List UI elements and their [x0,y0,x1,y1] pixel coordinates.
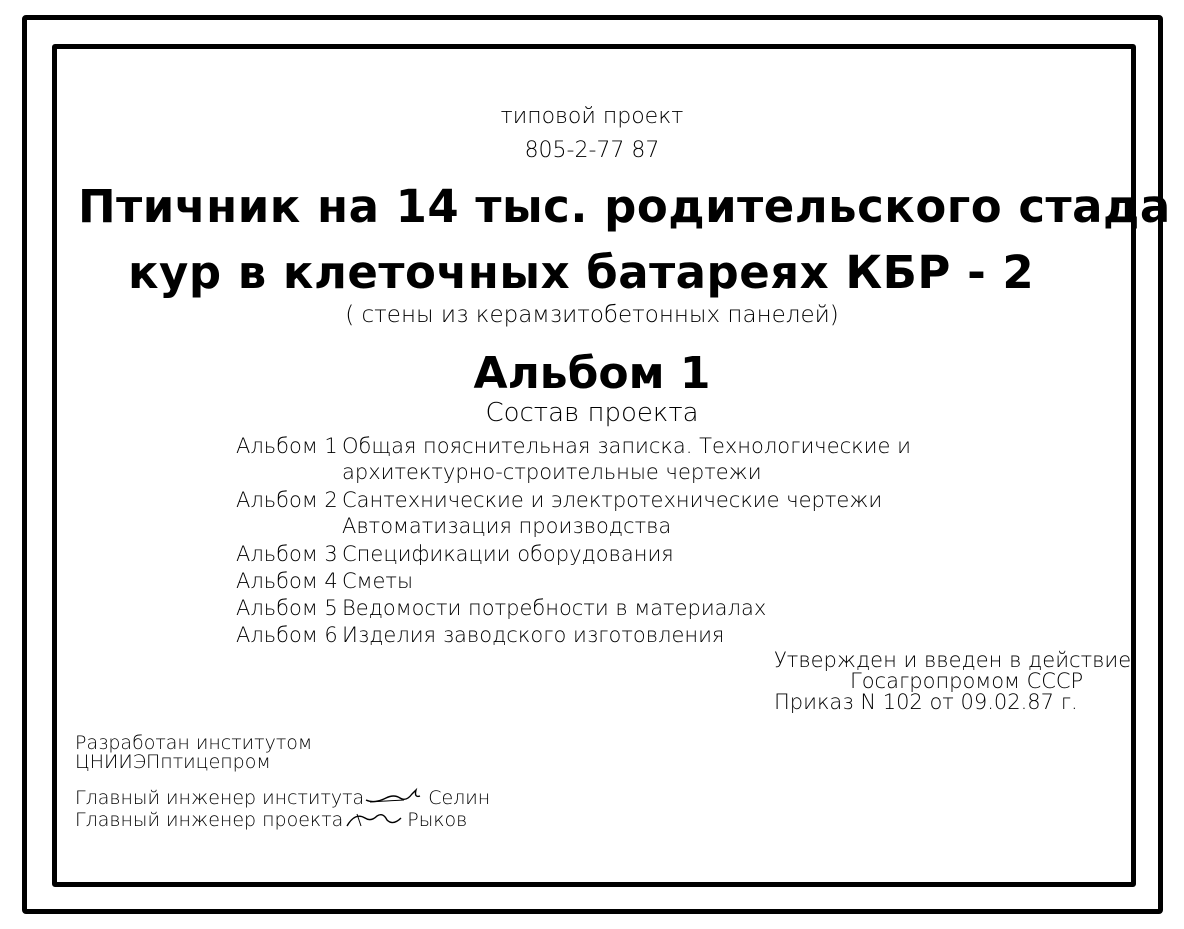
developer-institute: ЦНИИЭПптицепром [75,751,271,773]
album-description: Общая пояснительная записка. Технологические и [342,434,911,458]
engineers-block [75,786,490,830]
subtitle: ( стены из керамзитобетонных панелей) [345,302,839,328]
list-item [236,569,911,596]
album-description: Ведомости потребности в материалах [342,596,767,620]
album-label: Альбом 6 [236,623,338,647]
list-item-continuation [236,514,911,542]
approval-line-2: Госагропромом СССР [850,669,1084,693]
album-label: Альбом 4 [236,569,338,593]
engineer-name: Рыков [407,809,468,831]
album-label: Альбом 5 [236,596,338,620]
title-line-2: кур в клеточных батареях КБР - 2 [128,246,1035,299]
list-item [236,434,911,460]
project-type: типовой проект [500,104,684,129]
album-description: архитектурно-строительные чертежи [342,460,762,484]
engineer-name: Селин [428,787,491,809]
album-description: Спецификации оборудования [342,542,674,566]
approval-block [774,650,1131,713]
album-label: Альбом 2 [236,488,338,512]
album-description: Автоматизация производства [342,514,672,538]
developer-label: Разработан институтом [75,732,313,754]
approval-line-1: Утвержден и введен в действие [774,648,1132,672]
list-item [236,623,911,650]
engineer-role: Главный инженер проекта [75,809,344,831]
album-description: Сметы [342,569,414,593]
composition-heading: Состав проекта [485,398,699,428]
list-item [236,488,911,514]
project-number: 805-2-77 87 [524,138,660,163]
developer-block [75,734,312,772]
signature [364,786,428,808]
album-description: Сантехнические и электротехнические чертежи [342,488,883,512]
engineer-row [75,808,490,830]
signature [343,808,407,830]
album-label: Альбом 3 [236,542,338,566]
list-item-continuation [236,460,911,488]
list-item [236,542,911,569]
engineer-role: Главный инженер института [75,787,365,809]
engineer-row [75,786,490,808]
approval-order: Приказ N 102 от 09.02.87 г. [774,690,1078,714]
album-heading: Альбом 1 [473,348,711,399]
list-item [236,596,911,623]
title-line-1: Птичник на 14 тыс. родительского стада [78,180,1171,233]
album-list [236,434,911,650]
album-label: Альбом 1 [236,434,338,458]
album-description: Изделия заводского изготовления [342,623,725,647]
